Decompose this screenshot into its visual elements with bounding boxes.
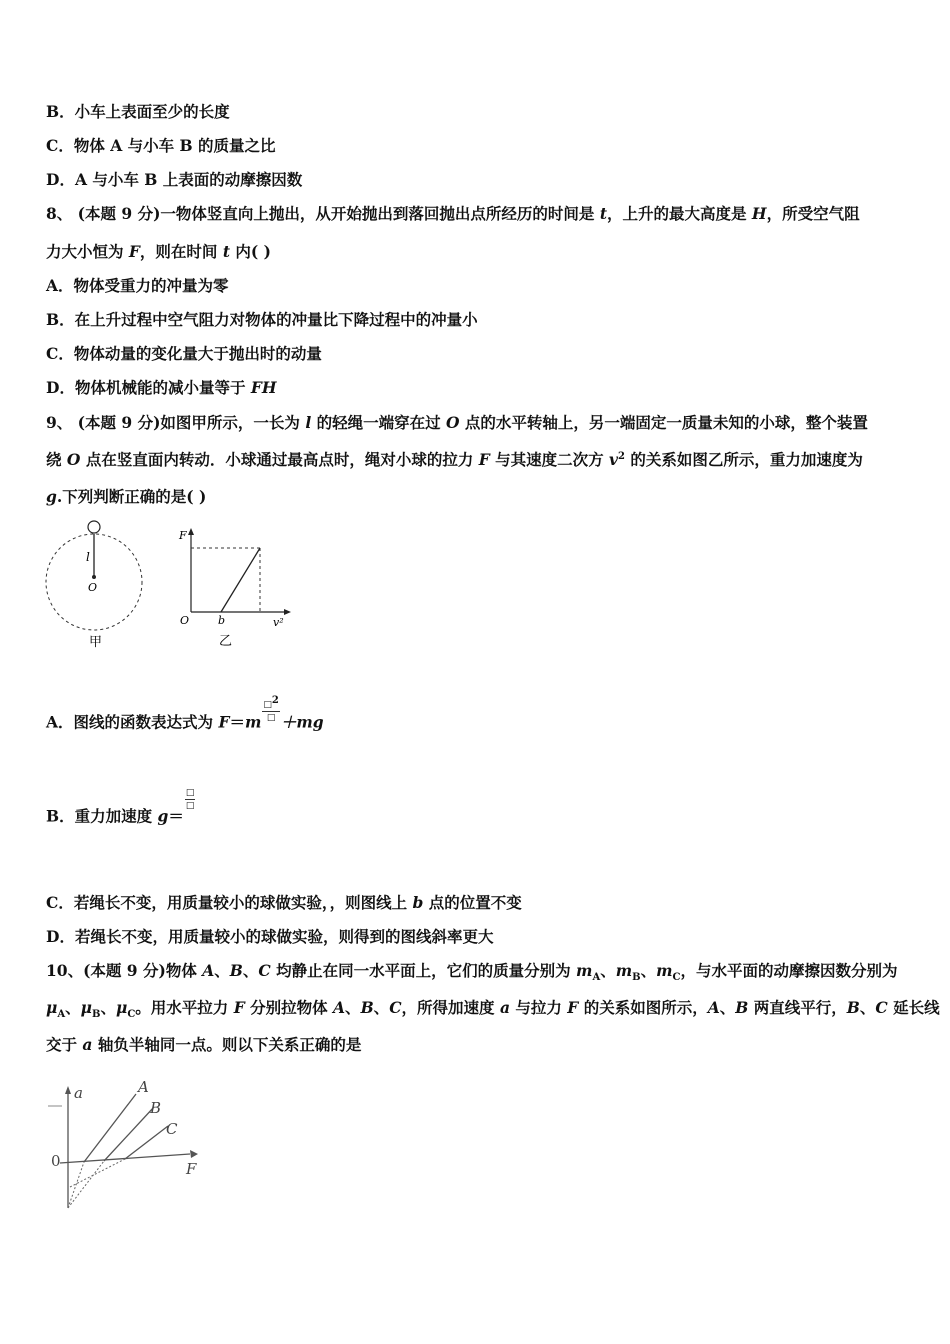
line-b: [104, 1107, 154, 1161]
q9-option-d: D．若绳长不变，用质量较小的球做实验，则得到的图线斜率更大: [46, 927, 494, 946]
q9-figure-yi: [170, 520, 300, 650]
axis-label-v2: v²: [273, 616, 284, 629]
y-axis-arrow: [188, 528, 194, 535]
y-axis-arrow: [65, 1086, 71, 1094]
q9-option-a: A．图线的函数表达式为 F＝m $\frac{□^2}{□}$ ＋mg: [46, 695, 324, 732]
q9-stem-line1: 9、 (本题 9 分)如图甲所示，一长为 l 的轻绳一端穿在过 O 点的水平转轴上，另一端固定一质量未知的小球，整个装置: [46, 413, 868, 432]
q10-stem-line1: 10、(本题 9 分)物体 A、B、C 均静止在同一水平面上，它们的质量分别为 $m_A$、$m_B$、$m_C$，与水平面的动摩擦因数分别为: [46, 961, 898, 984]
label-line-b: B: [150, 1099, 162, 1117]
q8-option-c: C．物体动量的变化量大于抛出时的动量: [46, 344, 322, 363]
ball: [88, 521, 100, 533]
line-c-extension: [70, 1159, 125, 1187]
intercept-label-b: b: [218, 614, 226, 627]
label-line-c: C: [166, 1120, 178, 1138]
q9-option-b: B．重力加速度 g＝ $\frac{□}{□}$: [46, 788, 195, 826]
origin-label: O: [180, 614, 190, 627]
line-a-extension: [68, 1162, 84, 1208]
q7-option-d: D．A 与小车 B 上表面的动摩擦因数: [46, 170, 303, 189]
label-o: O: [88, 581, 98, 594]
graph-line: [221, 548, 260, 612]
fraction-placeholder: $\frac{□}{□}$: [185, 788, 195, 811]
q9-option-c: C．若绳长不变，用质量较小的球做实验，，则图线上 b 点的位置不变: [46, 893, 522, 912]
q9-figure-jia: [40, 515, 150, 655]
q9-stem-line3: g.下列判断正确的是( ): [46, 487, 207, 506]
line-b-extension: [68, 1161, 104, 1208]
label-l: l: [86, 550, 90, 564]
fraction-placeholder: $\frac{□^2}{□}$: [263, 695, 279, 723]
q8-option-b: B．在上升过程中空气阻力对物体的冲量比下降过程中的冲量小: [46, 310, 478, 329]
line-a: [84, 1094, 136, 1162]
caption-jia: 甲: [89, 635, 103, 650]
q7-option-b: B．小车上表面至少的长度: [46, 102, 230, 121]
x-axis-arrow: [284, 609, 291, 615]
q7-option-c: C．物体 A 与小车 B 的质量之比: [46, 136, 276, 155]
q8-stem-line2: 力大小恒为 F，则在时间 t 内( ): [46, 242, 271, 261]
pivot-point: [92, 575, 96, 579]
q10-figure: [40, 1070, 220, 1220]
q10-stem-line2: $\mu_A$、$\mu_B$、$\mu_C$。用水平拉力 F 分别拉物体 A、B、C，所得加速度 a 与拉力 F 的关系如图所示，A、B 两直线平行，B、C 延长线: [46, 998, 940, 1021]
caption-yi: 乙: [219, 634, 233, 649]
origin-label: 0: [51, 1152, 61, 1170]
q10-stem-line3: 交于 a 轴负半轴同一点。则以下关系正确的是: [46, 1035, 362, 1054]
q8-option-a: A．物体受重力的冲量为零: [46, 276, 229, 295]
q8-stem-line1: 8、 (本题 9 分)一物体竖直向上抛出，从开始抛出到落回抛出点所经历的时间是 t，上升的最大高度是 H，所受空气阻: [46, 204, 860, 223]
axis-label-f: F: [186, 1160, 197, 1178]
axis-label-f: F: [179, 529, 187, 542]
label-line-a: A: [138, 1078, 149, 1096]
q8-option-d: D．物体机械能的减小量等于 FH: [46, 378, 277, 397]
x-axis-arrow: [190, 1150, 198, 1158]
q9-stem-line2: 绕 O 点在竖直面内转动．小球通过最高点时，绳对小球的拉力 F 与其速度二次方 $v^2$ 的关系如图乙所示，重力加速度为: [46, 450, 863, 469]
axis-label-a: a: [74, 1084, 83, 1102]
